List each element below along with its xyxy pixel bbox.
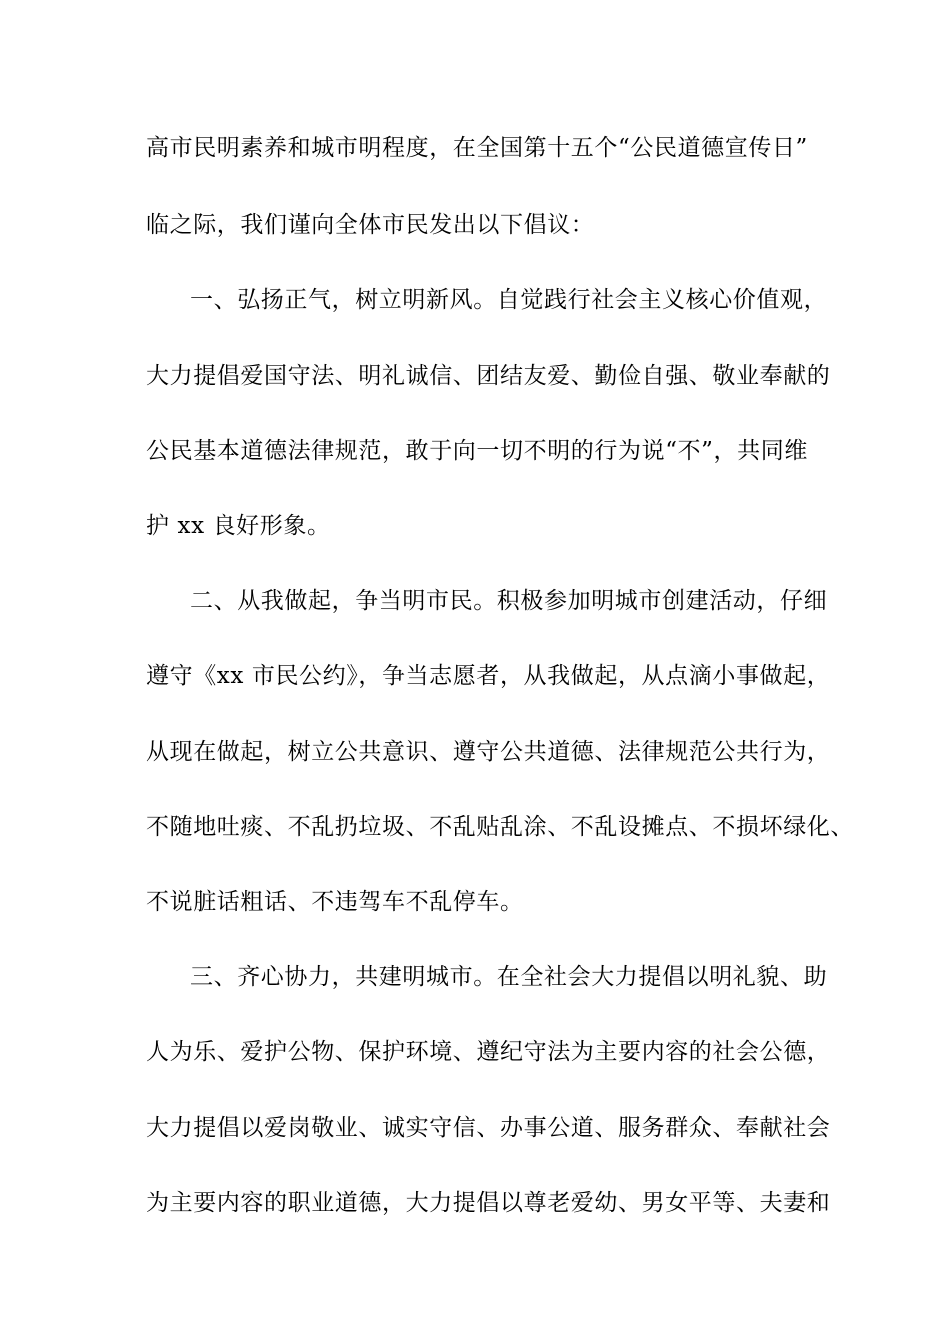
text-line: 大力提倡以爱岗敬业、诚实守信、办事公道、服务群众、奉献社会	[146, 1115, 831, 1141]
paragraph-heading-2: 二、从我做起，争当明市民。积极参加明城市创建活动，仔细	[190, 588, 828, 614]
text-line: 公民基本道德法律规范，敢于向一切不明的行为说“不”，共同维	[146, 438, 808, 464]
text-line: 临之际，我们谨向全体市民发出以下倡议：	[146, 212, 595, 238]
text-line: 不说脏话粗话、不违驾车不乱停车。	[146, 889, 524, 915]
text-line: 高市民明素养和城市明程度，在全国第十五个“公民道德宣传日”	[146, 135, 808, 161]
text-line: 护 xx 良好形象。	[146, 513, 331, 539]
text-line: 遵守《xx 市民公约》，争当志愿者，从我做起，从点滴小事做起，	[146, 663, 831, 689]
paragraph-heading-1: 一、弘扬正气，树立明新风。自觉践行社会主义核心价值观，	[190, 287, 828, 313]
text-line: 从现在做起，树立公共意识、遵守公共道德、法律规范公共行为，	[146, 739, 831, 765]
paragraph-heading-3: 三、齐心协力，共建明城市。在全社会大力提倡以明礼貌、助	[190, 964, 828, 990]
text-line: 为主要内容的职业道德，大力提倡以尊老爱幼、男女平等、夫妻和	[146, 1190, 831, 1216]
text-line: 大力提倡爱国守法、明礼诚信、团结友爱、勤俭自强、敬业奉献的	[146, 363, 831, 389]
text-line: 人为乐、爱护公物、保护环境、遵纪守法为主要内容的社会公德，	[146, 1039, 831, 1065]
text-line: 不随地吐痰、不乱扔垃圾、不乱贴乱涂、不乱设摊点、不损坏绿化、	[146, 814, 854, 840]
